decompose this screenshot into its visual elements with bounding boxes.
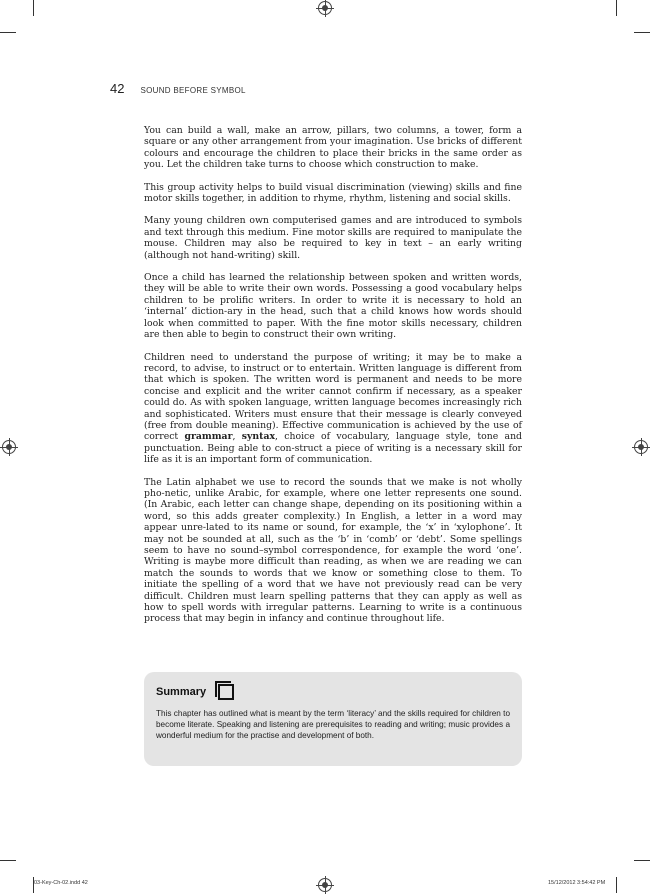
paragraph-4: Once a child has learned the relationship between spoken and written words, they will be able to write their own words. Possessing a good vocabulary helps children to be prolific writers. In order to write it is necessary to hold an ‘internal’ diction-ary in the head, such that a child knows how words should look when committed to paper. With the fine motor skills necessary, children are then able to begin to construct their own writing. [144,272,522,341]
summary-header [156,684,510,700]
page-header [110,81,246,96]
crop-mark-bottom-right-v [616,877,617,893]
body-text [144,125,522,636]
paragraph-2: This group activity helps to build visual discrimination (viewing) skills and fine motor skills together, in addition to rhyme, rhythm, listening and social skills. [144,181,522,205]
page-number: 42 [110,81,125,96]
footer-timestamp: 15/12/2012 3:54:42 PM [548,880,606,886]
footer-file-info: 03-Key-Ch-02.indd 42 [34,880,88,886]
summary-text: This chapter has outlined what is meant by the term ‘literacy’ and the skills required for children to become literate. Speaking and listening are prerequisites to reading and writing; music provides a wonderful medium for the practise and development of both. [156,709,510,740]
registration-mark-bottom-icon [318,878,332,892]
crop-mark-top-right-v [616,0,617,16]
paragraph-5-part-a: Children need to understand the purpose of writing; it may be to make a record, to advise, to instruct or to entertain. Written language is different from that which is spoken. The written word is permanent and needs to be more concise and explicit and the writer cannot confirm if necessary, as a speaker could do. As with spoken language, written language becomes increasingly rich and sophisticated. Writers must ensure that their message is clearly conveyed (free from double meaning). Effective communication is achieved by the use of correct [144,351,522,443]
paragraph-5 [144,352,522,466]
crop-mark-bottom-right-h [634,860,650,861]
paragraph-5-part-b: , choice of vocabulary, language style, tone and punctuation. Being able to con-struct a piece of writing is a necessary skill for life as it is an important form of communication. [144,431,523,466]
term-syntax: syntax [241,431,276,443]
registration-mark-right-icon [634,440,648,454]
paragraph-1: You can build a wall, make an arrow, pillars, two columns, a tower, form a square or any other arrangement from your imagination. Use bricks of different colours and encourage the children to place their bricks in the same order as you. Let the children take turns to choose which construction to make. [144,125,522,171]
running-head: SOUND BEFORE SYMBOL [140,86,246,95]
crop-mark-top-right-h [634,32,650,33]
summary-box [144,672,522,766]
summary-box-icon [218,684,234,700]
crop-mark-bottom-left-h [0,860,16,861]
summary-title: Summary [156,686,207,698]
paragraph-5-separator: , [232,431,242,443]
crop-mark-top-left-h [0,32,16,33]
paragraph-6: The Latin alphabet we use to record the sounds that we make is not wholly pho-netic, unlike Arabic, for example, where one letter represents one sound. (In Arabic, each letter can change shape, depending on its positioning within a word, so this adds greater complexity.) In English, a letter in a word may appear unre-lated to its name or sound, for example, the ‘x’ in ‘xylophone’. It may not be sounded at all, such as the ‘b’ in ‘comb’ or ‘debt’. Some spellings seem to have no sound–symbol correspondence, for example the word ‘one’. Writing is maybe more difficult than reading, as when we are reading we can match the sounds to words that we know or something close to them. To initiate the spelling of a word that we have not previously read can be very difficult. Children must learn spelling patterns that they can apply as well as how to spell words with irregular patterns. Learning to write is a continuous process that may begin in infancy and continue throughout life. [144,476,522,625]
paragraph-3: Many young children own computerised games and are introduced to symbols and text through this medium. Fine motor skills are required to manipulate the mouse. Children may also be required to key in text – an early writing (although not hand-writing) skill. [144,215,522,261]
registration-mark-left-icon [2,440,16,454]
term-grammar: grammar [184,431,233,443]
crop-mark-top-left-v [33,0,34,16]
registration-mark-top-icon [318,1,332,15]
